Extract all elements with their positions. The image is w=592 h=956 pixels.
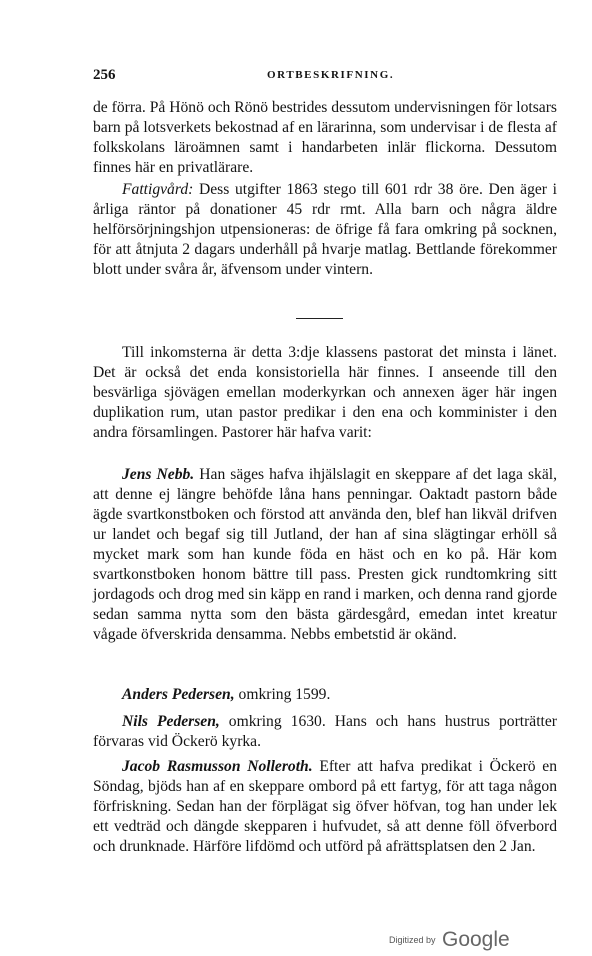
paragraph-schools: de förra. På Hönö och Rönö bestrides dessutom undervisningen för lotsars barn på lotsverkets bekostnad af en lärarinna, som undervisar i de flesta af folkskolans läroämnen samt i handarbeten inlär flickorna. Dessutom finnes här en privatlärare. (93, 99, 557, 176)
pastor-name: Anders Pedersen, (122, 686, 235, 703)
page-header (93, 67, 557, 87)
paragraph-jens-nebb (93, 465, 557, 645)
page-number: 256 (93, 67, 116, 83)
pastor-name: Jacob Rasmusson Nolleroth. (122, 758, 313, 775)
running-head: ORTBESKRIFNING. (267, 69, 395, 81)
paragraph-text: omkring 1599. (234, 686, 331, 703)
paragraph-text: omkring 1630. Hans och hans hustrus porträtter förvaras vid Öckerö kyrka. (93, 713, 557, 750)
paragraph-text: Dess utgifter 1863 stego till 601 rdr 38 öre. Den äger i årliga räntor på donationer 45 rdr rmt. Alla barn och några äldre helförsörjningshjon utpensioneras: de öfrige få fara omkring på socknen, för att åtnjuta 2 dagars underhåll på hvarje matlag. Bettlande förekommer blott under svåra år, äfvensom under vintern. (93, 181, 557, 278)
google-logo: Google (441, 928, 510, 951)
digitization-watermark (389, 928, 510, 952)
paragraph-jacob-nolleroth (93, 757, 557, 857)
paragraph-lead: Fattigvård: (122, 181, 194, 198)
paragraph-anders-pedersen (93, 685, 557, 705)
pastor-name: Nils Pedersen, (122, 713, 220, 730)
paragraph-poor-relief (93, 180, 557, 280)
paragraph-text: Han säges hafva ihjälslagit en skeppare af det laga skäl, att denne ej längre behöfde låna hans penningar. Oaktadt pastorn både ägde svartkonstboken och förstod att använda den, blef han likväl drifven ur landet och begaf sig till Jutland, der han af sina slägtingar erhöll så mycket mark som han kunde föda en häst och en ko på. Här kom svartkonstboken honom bättre till pass. Presten gick rundtomkring sitt jordagods och drog med sin käpp en rand i marken, och denna rand gjorde sedan samma nytta som den bästa gärdesgård, emedan intet kreatur vågade öfverskrida densamma. Nebbs embetstid är okänd. (93, 466, 557, 643)
pastor-name: Jens Nebb. (122, 466, 195, 483)
paragraph-nils-pedersen (93, 712, 557, 752)
section-divider (296, 318, 343, 319)
paragraph-text: Efter att hafva predikat i Öckerö en Söndag, bjöds han af en skeppare ombord på ett fartyg, för att taga någon förfriskning. Sedan han der förplägat sig öfver höfvan, tog han under lek ett vedträd och dängde skepparen i hufvudet, så att denne föll öfverbord och drunknade. Härföre lifdömd och utförd på afrättsplatsen den 2 Jan. (93, 758, 558, 855)
digitized-by-label: Digitized by (389, 935, 436, 945)
paragraph-income: Till inkomsterna är detta 3:dje klassens pastorat det minsta i länet. Det är också det enda konsistoriella här finnes. I anseende till den besvärliga sjövägen emellan moderkyrkan och annexen äger här ingen duplikation rum, utan pastor predikar i den ena och komminister i den andra församlingen. Pastorer här hafva varit: (93, 344, 557, 441)
